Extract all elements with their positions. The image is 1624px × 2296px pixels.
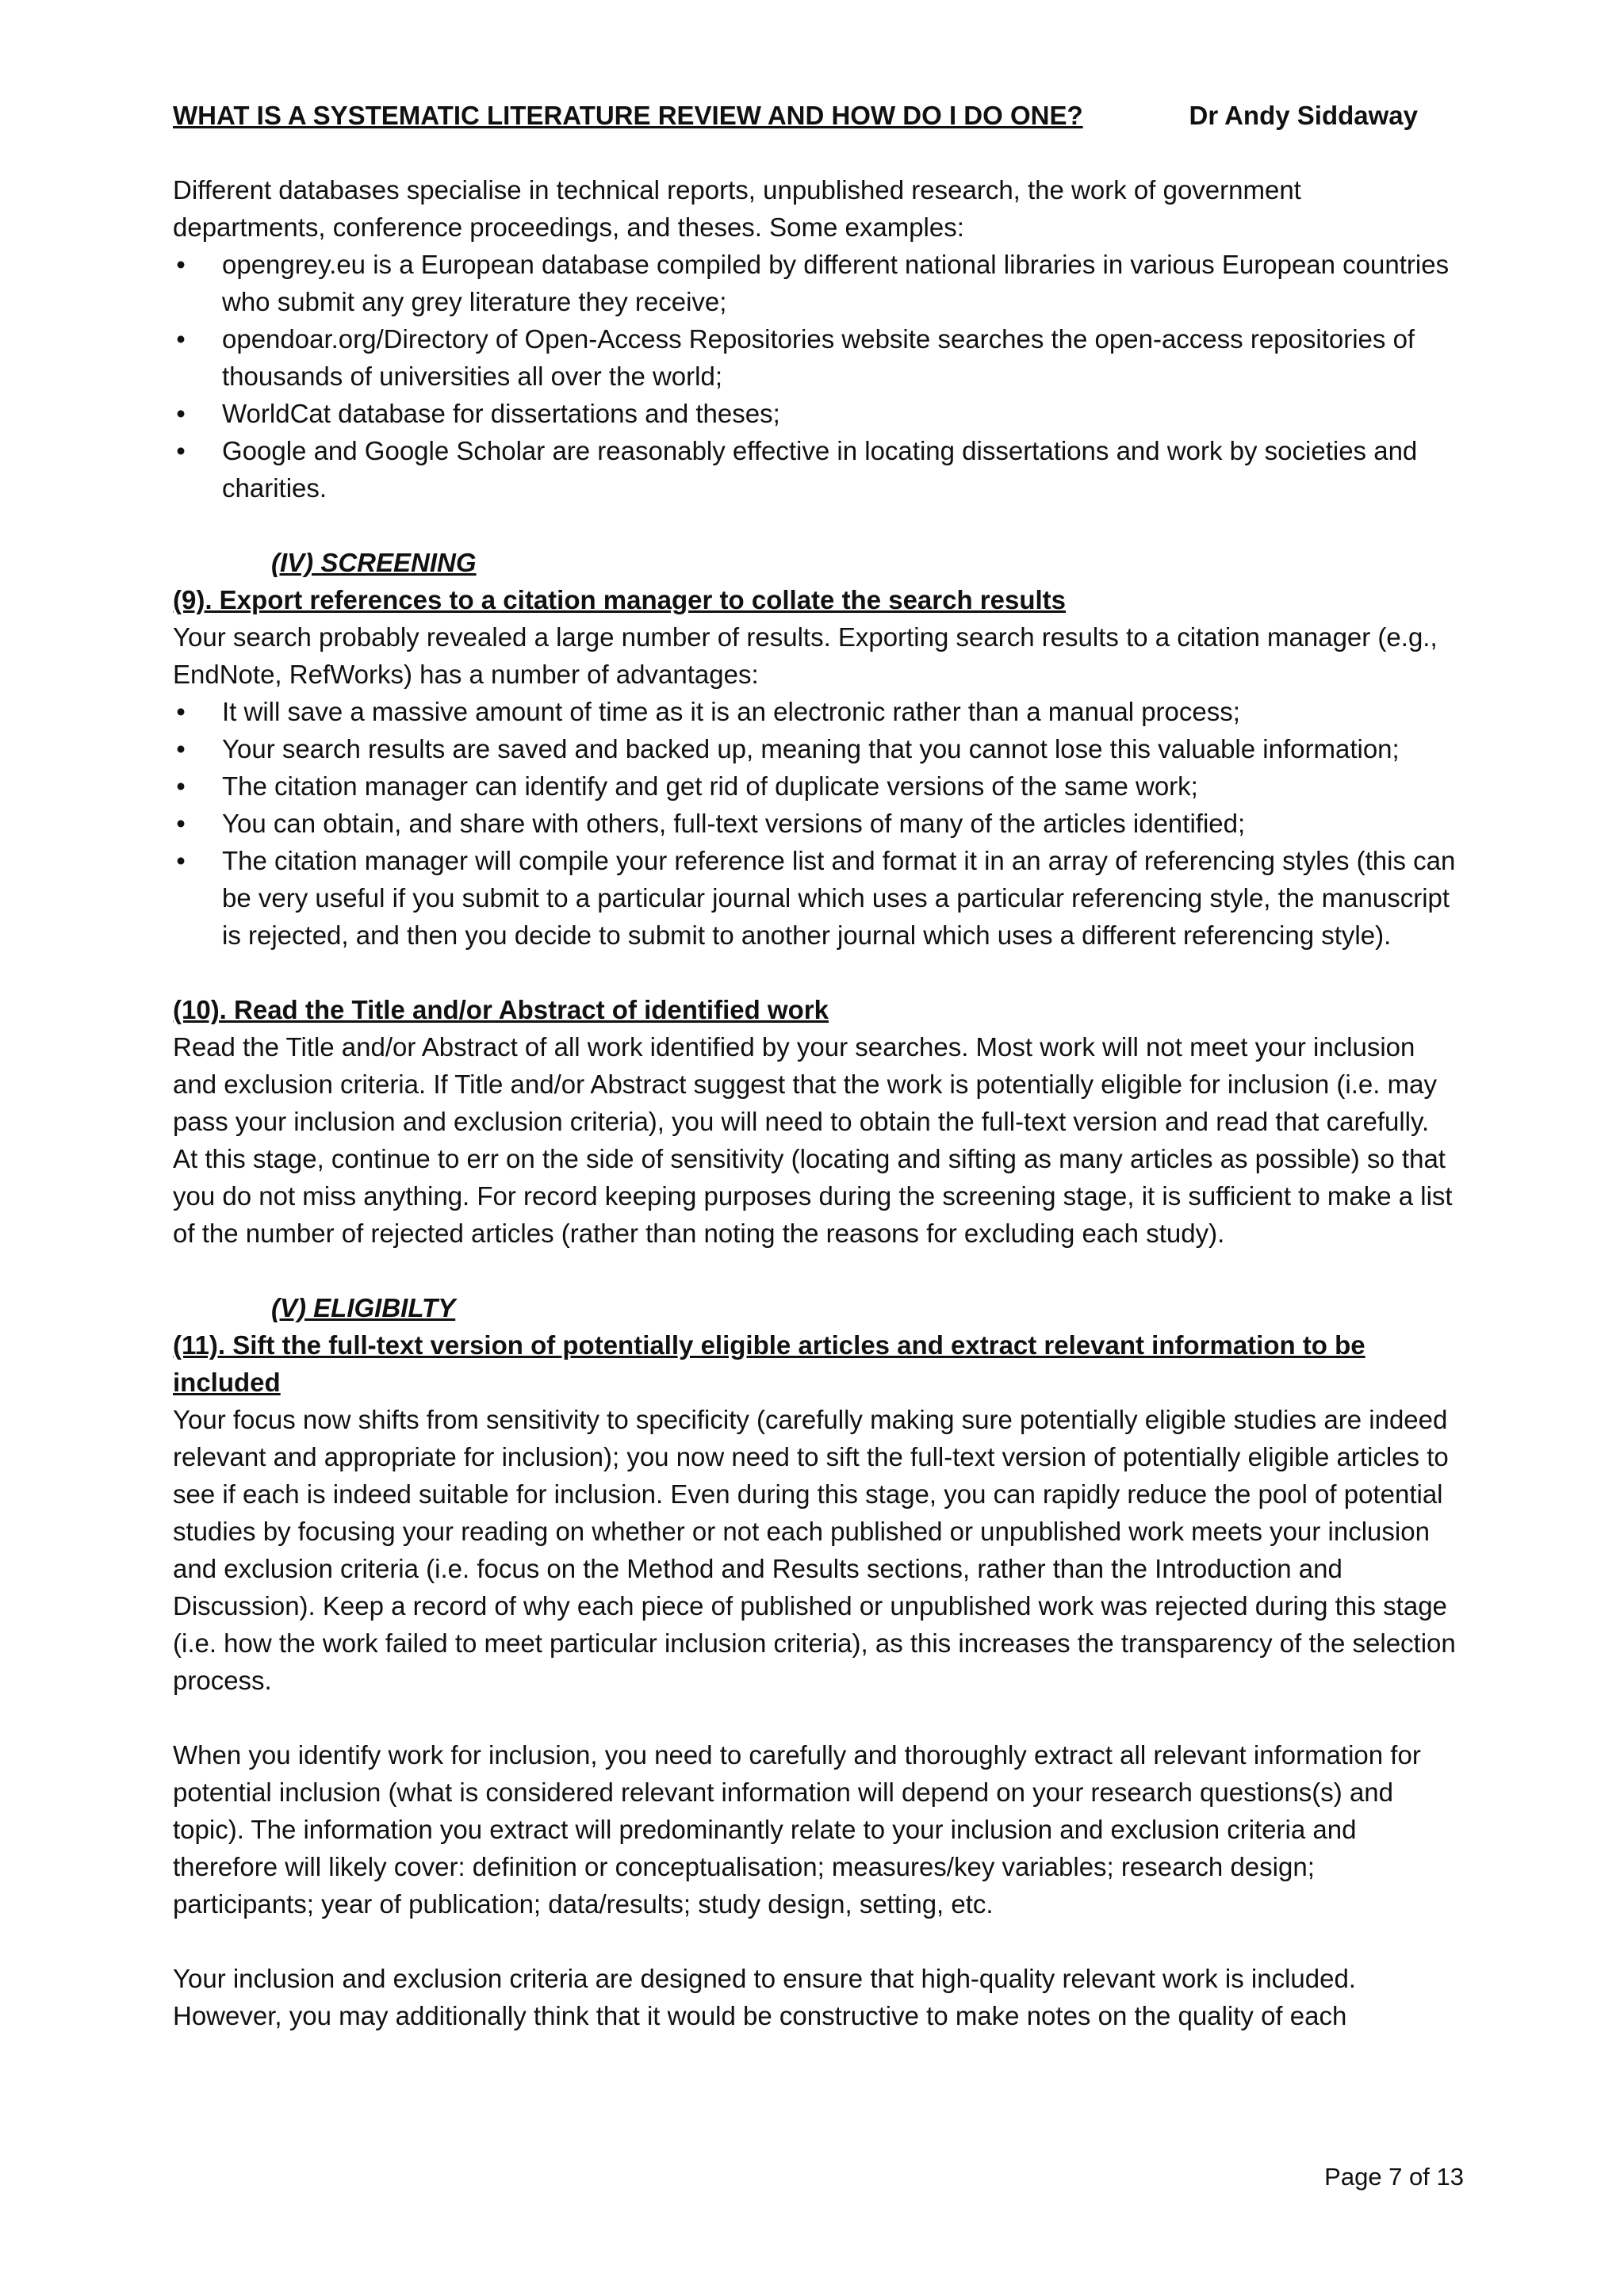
list-item: • The citation manager will compile your reference list and format it in an array of referencing styles (this can be very useful if you submit to a particular journal which uses a particular referencing style, the manuscript is rejected, and then you decide to submit to another journal which uses a different referencing style). bbox=[173, 842, 1457, 954]
section-title-eligibility: (V) ELIGIBILTY bbox=[271, 1293, 456, 1322]
list-item: • Your search results are saved and backed up, meaning that you cannot lose this valuable information; bbox=[173, 730, 1457, 767]
document-author: Dr Andy Siddaway bbox=[1189, 101, 1418, 130]
bullet-icon: • bbox=[176, 324, 186, 354]
step-10-paragraph: Read the Title and/or Abstract of all work identified by your searches. Most work will not meet your inclusion and exclusion criteria. If Title and/or Abstract suggest that the work is potentially eligible for inclusion (i.e. may pass your inclusion and exclusion criteria), you will need to obtain the full-text version and read that carefully. At this stage, continue to err on the side of sensitivity (locating and sifting as many articles as possible) so that you do not miss anything. For record keeping purposes during the screening stage, it is sufficient to make a list of the number of rejected articles (rather than noting the reasons for excluding each study). bbox=[173, 1032, 1453, 1248]
bullet-icon: • bbox=[176, 436, 186, 465]
bullet-icon: • bbox=[176, 399, 186, 428]
step-9-paragraph: Your search probably revealed a large number of results. Exporting search results to a citation manager (e.g., EndNote, RefWorks) has a number of advantages: bbox=[173, 622, 1438, 689]
intro-bullet-list bbox=[173, 246, 1457, 507]
page-number: Page 7 of 13 bbox=[1324, 2163, 1464, 2191]
step-11-paragraph-2: When you identify work for inclusion, you need to carefully and thoroughly extract all relevant information for potential inclusion (what is considered relevant information will depend on your research questions(s) and topic). The information you extract will predominantly relate to your inclusion and exclusion criteria and therefore will likely cover: definition or conceptualisation; measures/key variables; research design; participants; year of publication; data/results; study design, setting, etc. bbox=[173, 1740, 1421, 1919]
document-body bbox=[173, 171, 1457, 2034]
list-item: • Google and Google Scholar are reasonably effective in locating dissertations and work by societies and charities. bbox=[173, 432, 1457, 507]
step-11-paragraph-1: Your focus now shifts from sensitivity to specificity (carefully making sure potentially eligible studies are indeed relevant and appropriate for inclusion); you now need to sift the full-text version of potentially eligible articles to see if each is indeed suitable for inclusion. Even during this stage, you can rapidly reduce the pool of potential studies by focusing your reading on whether or not each published or unpublished work meets your inclusion and exclusion criteria (i.e. focus on the Method and Results sections, rather than the Introduction and Discussion). Keep a record of why each piece of published or unpublished work was rejected during this stage (i.e. how the work failed to meet particular inclusion criteria), as this increases the transparency of the selection process. bbox=[173, 1405, 1456, 1695]
step-11-heading: (11). Sift the full-text version of potentially eligible articles and extract relevant information to be included bbox=[173, 1330, 1365, 1397]
bullet-icon: • bbox=[176, 734, 186, 763]
page-header bbox=[173, 97, 1418, 134]
section-title-screening: (IV) SCREENING bbox=[271, 548, 477, 577]
list-item: • The citation manager can identify and get rid of duplicate versions of the same work; bbox=[173, 767, 1457, 805]
list-item: • opendoar.org/Directory of Open-Access Repositories website searches the open-access repositories of thousands of universities all over the world; bbox=[173, 320, 1457, 395]
step-9-heading: (9). Export references to a citation manager to collate the search results bbox=[173, 585, 1067, 614]
bullet-icon: • bbox=[176, 250, 186, 279]
list-item: • It will save a massive amount of time as it is an electronic rather than a manual process; bbox=[173, 693, 1457, 730]
step-9-bullet-list bbox=[173, 693, 1457, 954]
list-item: • opengrey.eu is a European database compiled by different national libraries in various European countries who submit any grey literature they receive; bbox=[173, 246, 1457, 320]
document-title: WHAT IS A SYSTEMATIC LITERATURE REVIEW AND HOW DO I DO ONE? bbox=[173, 101, 1083, 130]
step-10-heading: (10). Read the Title and/or Abstract of identified work bbox=[173, 995, 829, 1024]
intro-paragraph: Different databases specialise in technical reports, unpublished research, the work of government departments, conference proceedings, and theses. Some examples: bbox=[173, 175, 1301, 242]
bullet-icon: • bbox=[176, 771, 186, 801]
list-item: • You can obtain, and share with others, full-text versions of many of the articles identified; bbox=[173, 805, 1457, 842]
bullet-icon: • bbox=[176, 697, 186, 726]
list-item: • WorldCat database for dissertations and theses; bbox=[173, 395, 1457, 432]
bullet-icon: • bbox=[176, 809, 186, 838]
step-11-paragraph-3: Your inclusion and exclusion criteria are designed to ensure that high-quality relevant work is included. However, you may additionally think that it would be constructive to make notes on the quality of each bbox=[173, 1964, 1356, 2030]
bullet-icon: • bbox=[176, 846, 186, 875]
